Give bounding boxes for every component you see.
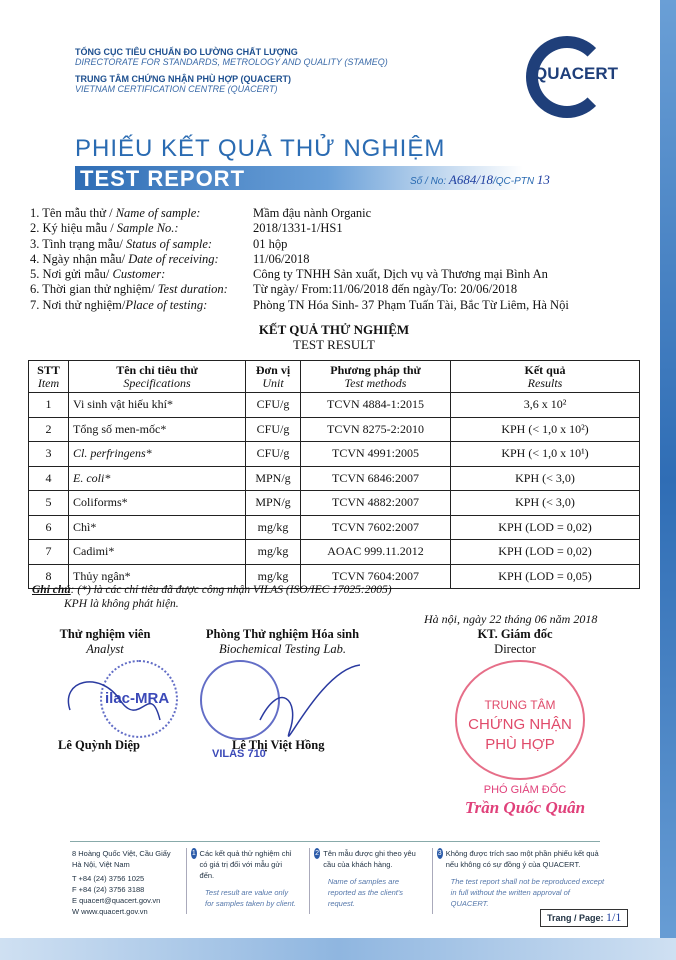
column-header-vi: Kết quả: [524, 362, 566, 377]
seal-line-2: CHỨNG NHẬN: [468, 716, 572, 733]
info-value: 2018/1331-1/HS1: [253, 221, 343, 236]
note-number-icon: 1: [191, 850, 196, 857]
table-cell: Coliforms*: [69, 491, 246, 516]
table-row: [29, 466, 640, 491]
table-cell: E. coli*: [69, 466, 246, 491]
result-heading-vi: KẾT QUẢ THỬ NGHIỆM: [258, 322, 410, 337]
column-header-en: Results: [527, 375, 563, 390]
info-label-vi: 1. Tên mẫu thử /: [30, 206, 116, 220]
table-cell: TCVN 4884-1:2015: [301, 393, 451, 418]
lab-block: [190, 627, 375, 657]
column-header: [246, 361, 301, 393]
report-number: [410, 172, 550, 188]
table-cell: mg/kg: [246, 564, 301, 589]
page-edge-decoration: [660, 0, 676, 960]
table-cell: TCVN 7602:2007: [301, 515, 451, 540]
logo-text: QUACERT: [534, 64, 619, 83]
footer-note-vi: Không được trích sao một phần phiếu kết quả nếu không có sự đồng ý của QUACERT.: [445, 849, 599, 869]
director-title-en: Director: [494, 642, 536, 656]
column-header: [29, 361, 69, 393]
table-cell: TCVN 8275-2:2010: [301, 417, 451, 442]
table-cell: 8: [29, 564, 69, 589]
info-label: [30, 282, 253, 297]
info-label-vi: 7. Nơi thử nghiệm/: [30, 297, 126, 312]
table-cell: 7: [29, 540, 69, 565]
director-block: [450, 627, 580, 657]
info-label-en: Customer:: [112, 267, 166, 282]
column-header-vi: Phương pháp thử: [330, 362, 421, 377]
analyst-block: [40, 627, 170, 657]
table-cell: 3: [29, 442, 69, 467]
info-label: [30, 221, 253, 236]
info-value: Phòng TN Hóa Sinh- 37 Phạm Tuấn Tài, Bắc Từ Liêm, Hà Nội: [253, 297, 569, 312]
footer-note: [309, 848, 420, 914]
footer-divider: [70, 841, 600, 842]
info-row: [30, 206, 569, 221]
info-label-en: Status of sample:: [125, 236, 213, 251]
table-cell: 4: [29, 466, 69, 491]
footer-notes: [186, 848, 606, 914]
info-label-en: Place of testing:: [125, 297, 208, 312]
column-header-vi: Đơn vị: [255, 362, 291, 377]
column-header-en: Unit: [262, 375, 284, 390]
note-line-1: : (*) là các chỉ tiêu đã được công nhận VILAS (ISO/IEC 17025:2005): [70, 584, 392, 596]
info-row: [30, 252, 569, 267]
column-header-vi: Tên chỉ tiêu thử: [116, 362, 198, 377]
vilas-stamp-text: VILAS 710: [212, 748, 266, 760]
table-cell: 5: [29, 491, 69, 516]
table-cell: KPH (LOD = 0,02): [451, 540, 640, 565]
info-row: [30, 221, 569, 236]
info-label: [30, 206, 253, 221]
table-header: [29, 361, 640, 393]
title-vi: PHIẾU KẾT QUẢ THỬ NGHIỆM: [75, 135, 446, 162]
info-label-en: Sample No.:: [116, 221, 179, 236]
table-cell: MPN/g: [246, 491, 301, 516]
table-row: [29, 417, 640, 442]
table-cell: 3,6 x 10²: [451, 393, 640, 418]
deputy-name: Trần Quốc Quân: [464, 798, 586, 817]
footer-note-vi: Tên mẫu được ghi theo yêu cầu của khách hàng.: [323, 849, 416, 869]
info-value: Công ty TNHH Sản xuất, Dịch vụ và Thương mại Bình An: [253, 267, 548, 282]
address-line: W www.quacert.gov.vn: [72, 907, 148, 916]
footer-note-en: Name of samples are reported as the client's request.: [327, 877, 404, 908]
seal-text: [455, 695, 585, 755]
table-cell: mg/kg: [246, 515, 301, 540]
table-cell: Cadimi*: [69, 540, 246, 565]
info-value: Mầm đậu nành Organic: [253, 206, 372, 220]
table-cell: Tổng số men-mốc*: [69, 417, 246, 442]
table-cell: 2: [29, 417, 69, 442]
info-label-vi: 4. Ngày nhận mẫu/: [30, 251, 129, 266]
table-cell: CFU/g: [246, 442, 301, 467]
centre-name-en: VIETNAM CERTIFICATION CENTRE (QUACERT): [75, 84, 278, 94]
report-no-suffix: /QC-PTN: [492, 176, 535, 187]
column-header-en: Specifications: [123, 375, 191, 390]
table-cell: KPH (LOD = 0,05): [451, 564, 640, 589]
org-header: [75, 47, 388, 94]
table-cell: TCVN 7604:2007: [301, 564, 451, 589]
footer-note-en: Test result are value only for samples taken by client.: [205, 888, 296, 908]
table-cell: TCVN 4991:2005: [301, 442, 451, 467]
info-label-en: Test duration:: [157, 282, 228, 297]
ilac-stamp-text: ilac-MRA: [105, 690, 170, 707]
address-line: F +84 (24) 3756 3188: [72, 885, 145, 894]
info-label-vi: 6. Thời gian thử nghiệm/: [30, 282, 158, 297]
table-cell: 6: [29, 515, 69, 540]
info-value: 01 hộp: [253, 236, 288, 251]
footer-band: [0, 938, 676, 960]
info-value: 11/06/2018: [253, 251, 310, 266]
table-row: [29, 442, 640, 467]
table-cell: KPH (< 1,0 x 10¹): [451, 442, 640, 467]
address-line: Hà Nội, Việt Nam: [72, 860, 130, 869]
info-label-en: Name of sample:: [115, 206, 201, 220]
page-value: 1/1: [606, 910, 622, 924]
result-heading: [28, 322, 640, 352]
info-row: [30, 282, 569, 297]
page-label: Trang / Page:: [547, 913, 604, 923]
table-cell: KPH (< 1,0 x 10²): [451, 417, 640, 442]
sign-date: Hà nội, ngày 22 tháng 06 năm 2018: [424, 612, 598, 626]
table-row: [29, 491, 640, 516]
info-value: Từ ngày/ From:11/06/2018 đến ngày/To: 20/06/2018: [253, 282, 518, 297]
report-no-value: A684/18: [448, 172, 493, 187]
table-row: [29, 393, 640, 418]
table-cell: CFU/g: [246, 393, 301, 418]
info-label-vi: 5. Nơi gửi mẫu/: [30, 267, 113, 282]
analyst-name: Lê Quỳnh Diệp: [58, 738, 140, 752]
centre-name-vi: TRUNG TÂM CHỨNG NHẬN PHÙ HỢP (QUACERT): [75, 74, 291, 84]
page-indicator: [540, 909, 628, 927]
table-cell: AOAC 999.11.2012: [301, 540, 451, 565]
note-number-icon: 3: [437, 850, 442, 857]
info-label: [30, 252, 253, 267]
table-cell: 1: [29, 393, 69, 418]
address-line: E quacert@quacert.gov.vn: [72, 896, 161, 905]
column-header-en: Item: [37, 375, 60, 390]
deputy-title: PHÓ GIÁM ĐỐC: [483, 784, 567, 796]
footer-note-en: The test report shall not be reproduced except in full without the written approval of QUACERT.: [450, 877, 605, 908]
table-cell: KPH (LOD = 0,02): [451, 515, 640, 540]
table-cell: TCVN 6846:2007: [301, 466, 451, 491]
column-header-vi: STT: [37, 362, 60, 377]
title-en: TEST REPORT: [80, 166, 246, 191]
sample-info: [30, 206, 569, 313]
info-row: [30, 298, 569, 313]
footer-note-vi: Các kết quả thử nghiệm chỉ có giá trị đối với mẫu gửi đến.: [199, 849, 292, 880]
seal-line-3: PHÙ HỢP: [485, 736, 555, 753]
table-cell: MPN/g: [246, 466, 301, 491]
table-row: [29, 515, 640, 540]
table-cell: Chì*: [69, 515, 246, 540]
table-row: [29, 540, 640, 565]
info-label: [30, 267, 253, 282]
analyst-title: Thử nghiệm viên: [59, 627, 151, 641]
info-label: [30, 298, 253, 313]
address-line: T +84 (24) 3756 1025: [72, 874, 145, 883]
footer-note: [432, 848, 606, 914]
address-line: 8 Hoàng Quốc Việt, Cầu Giấy: [72, 849, 171, 858]
table-cell: mg/kg: [246, 540, 301, 565]
report-no-label: Số / No:: [410, 176, 447, 187]
table-cell: TCVN 4882:2007: [301, 491, 451, 516]
org-name-en: DIRECTORATE FOR STANDARDS, METROLOGY AND QUALITY (STAMEQ): [75, 57, 388, 67]
footer-address: [72, 848, 171, 917]
director-title: KT. Giám đốc: [477, 627, 553, 641]
column-header-en: Test methods: [344, 375, 407, 390]
note-number-icon: 2: [315, 850, 320, 857]
table-cell: Vi sinh vật hiếu khí*: [69, 393, 246, 418]
column-header: [301, 361, 451, 393]
info-row: [30, 267, 569, 282]
signatures: [60, 660, 360, 740]
table-cell: KPH (< 3,0): [451, 491, 640, 516]
seal-line-1: TRUNG TÂM: [484, 698, 556, 712]
result-heading-en: TEST RESULT: [293, 337, 375, 352]
column-header: [451, 361, 640, 393]
note: [32, 583, 392, 611]
lab-head-name: Lê Thị Việt Hồng: [232, 738, 325, 752]
info-label-vi: 3. Tình trạng mẫu/: [30, 236, 126, 251]
org-name-vi: TỔNG CỤC TIÊU CHUẨN ĐO LƯỜNG CHẤT LƯỢNG: [75, 47, 298, 57]
info-label-vi: 2. Ký hiệu mẫu /: [30, 221, 117, 236]
results-table: [28, 360, 640, 589]
table-cell: Cl. perfringens*: [69, 442, 246, 467]
column-header: [69, 361, 246, 393]
lab-title: Phòng Thử nghiệm Hóa sinh: [205, 627, 360, 641]
note-line-2: KPH là không phát hiện.: [64, 598, 179, 610]
table-cell: Thủy ngân*: [69, 564, 246, 589]
table-cell: CFU/g: [246, 417, 301, 442]
note-label: Ghi chú: [32, 584, 71, 596]
info-label-en: Date of receiving:: [128, 251, 219, 266]
analyst-title-en: Analyst: [86, 642, 124, 656]
lab-title-en: Biochemical Testing Lab.: [219, 642, 346, 656]
table-cell: KPH (< 3,0): [451, 466, 640, 491]
footer-note: [186, 848, 297, 914]
info-row: [30, 237, 569, 252]
report-no-hw: 13: [536, 172, 550, 187]
info-label: [30, 237, 253, 252]
